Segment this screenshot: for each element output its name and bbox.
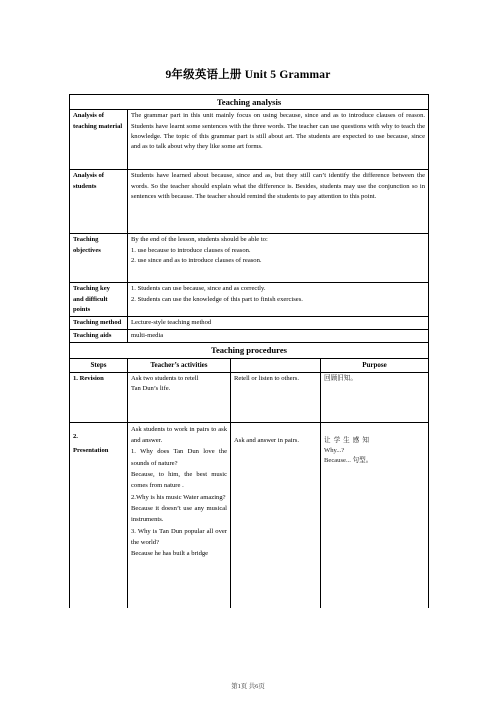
analysis-content: 1. Students can use because, since and as correctly. 2. Students can use the knowledge of this part to finish exercises.	[128, 283, 429, 317]
analysis-row-material	[70, 110, 429, 170]
student-activity: Ask and answer in pairs.	[231, 422, 321, 608]
purpose: 让学生感知 Why...? Because... 句型。	[321, 422, 429, 608]
analysis-content: Lecture-style teaching method	[128, 316, 429, 329]
analysis-label: Teaching objectives	[70, 234, 128, 283]
purpose: 回顾旧知。	[321, 372, 429, 422]
procedure-row-revision	[70, 372, 429, 422]
lesson-plan-table	[69, 94, 429, 608]
analysis-row-aids	[70, 330, 429, 343]
analysis-row-objectives	[70, 234, 429, 283]
student-activity: Retell or listen to others.	[231, 372, 321, 422]
step-label: 2. Presentation	[70, 422, 128, 608]
analysis-label: Analysis of students	[70, 170, 128, 234]
analysis-row-students	[70, 170, 429, 234]
analysis-label: Teaching method	[70, 316, 128, 329]
step-label: 1. Revision	[70, 372, 128, 422]
analysis-row-method	[70, 316, 429, 329]
header-students-activities	[231, 358, 321, 372]
analysis-label: Teaching aids	[70, 330, 128, 343]
header-teacher-activities: Teacher’s activities	[128, 358, 231, 372]
analysis-content: By the end of the lesson, students should be able to: 1. use because to introduce clauses of reason. 2. use since and as to introduce clauses of reason.	[128, 234, 429, 283]
analysis-label: Teaching key and difficult points	[70, 283, 128, 317]
document-title: 9年级英语上册 Unit 5 Grammar	[165, 69, 331, 81]
teacher-activity: Ask two students to retell Tan Dun’s life.	[128, 372, 231, 422]
analysis-row-key-points	[70, 283, 429, 317]
analysis-label: Analysis of teaching material	[70, 110, 128, 170]
page-footer: 第1页 共6页	[231, 683, 265, 690]
header-purpose: Purpose	[321, 358, 429, 372]
procedures-header-row	[70, 358, 429, 372]
analysis-content: Students have learned about because, since and as, but they still can’t identify the difference between the words. So the teacher should explain what the difference is. Besides, students may use the conjunction so in sentences with because. The teacher should remind the students to pay attention to this point.	[128, 170, 429, 234]
teacher-activity: Ask students to work in pairs to ask and answer. 1. Why does Tan Dun love the sounds of nature? Because, to him, the best music comes from nature . 2.Why is his music Water amazing? Because it doesn’t use any musical instruments. 3. Why is Tan Dun popular all over the world? Because he has built a bridge	[128, 422, 231, 608]
analysis-content: multi-media	[128, 330, 429, 343]
teaching-procedures-heading: Teaching procedures	[70, 343, 429, 358]
teaching-analysis-heading: Teaching analysis	[70, 95, 429, 110]
procedure-row-presentation	[70, 422, 429, 608]
analysis-content: The grammar part in this unit mainly focus on using because, since and as to introduce clauses of reason. Students have learnt some sentences with the three words. The teacher can use questions with why to teach the knowledge. The topic of this grammar part is still about art. The students are expected to use because, since and as to talk about why they like some art forms.	[128, 110, 429, 170]
header-steps: Steps	[70, 358, 128, 372]
